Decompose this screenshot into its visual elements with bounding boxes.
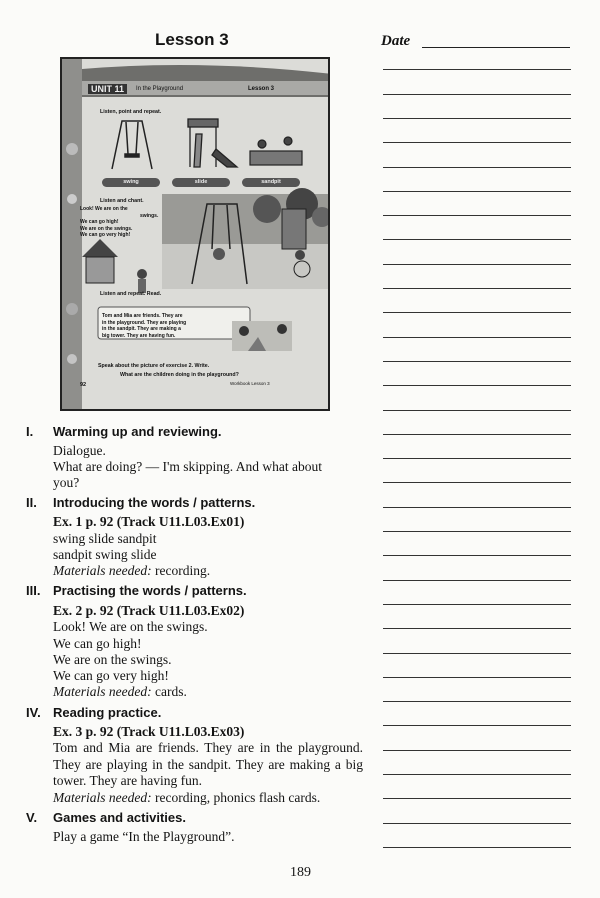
note-line[interactable] [383, 94, 571, 95]
note-line[interactable] [383, 701, 571, 702]
note-line[interactable] [383, 312, 571, 313]
note-line[interactable] [383, 142, 571, 143]
date-label: Date [381, 33, 411, 49]
note-line[interactable] [383, 823, 571, 824]
chant-line: Look! We are on the [80, 206, 128, 212]
workbook-reference: Workbook Lesson 3 [230, 381, 270, 386]
section-title-text: Practising the words / patterns. [53, 583, 247, 598]
section-title-text: Reading practice. [53, 705, 162, 720]
plan-line: We are on the swings. [53, 652, 172, 667]
note-line[interactable] [383, 798, 571, 799]
note-line[interactable] [383, 458, 571, 459]
notes-ruled-lines [383, 45, 571, 845]
note-line[interactable] [383, 361, 571, 362]
section-number: I. [26, 424, 34, 439]
textbook-lesson-label: Lesson 3 [248, 86, 275, 92]
materials-value: recording. [151, 563, 211, 578]
note-line[interactable] [383, 118, 571, 119]
note-line[interactable] [383, 725, 571, 726]
unit-title: In the Playground [136, 86, 184, 92]
note-line[interactable] [383, 507, 571, 508]
track-reference: Ex. 1 p. 92 (Track U11.L03.Ex01) [53, 514, 245, 529]
plan-line: What are doing? — I'm skipping. And what about [53, 459, 323, 474]
materials-value: recording, phonics flash cards. [151, 790, 321, 805]
word-card-slide: slide [172, 178, 230, 187]
section-title-text: Introducing the words / patterns. [53, 495, 256, 510]
materials-line [53, 563, 210, 579]
note-line[interactable] [383, 628, 571, 629]
materials-line [53, 790, 320, 806]
reading-line: big tower. They are having fun. [102, 332, 176, 339]
note-line[interactable] [383, 580, 571, 581]
section-title-text: Games and activities. [53, 810, 186, 825]
textbook-ex3-title: Listen and repeat. Read. [100, 291, 162, 297]
section-title-text: Warming up and reviewing. [53, 424, 222, 439]
plan-line: We can go very high! [53, 668, 169, 683]
section-title [26, 424, 222, 439]
reading-line: in the playground. They are playing [102, 319, 187, 326]
materials-label: Materials needed: [53, 684, 152, 699]
section-title [26, 495, 256, 510]
lesson-title: Lesson 3 [155, 30, 229, 49]
track-reference: Ex. 2 p. 92 (Track U11.L03.Ex02) [53, 603, 245, 618]
note-line[interactable] [383, 69, 571, 70]
reading-line: Tom and Mia are friends. They are [102, 313, 183, 319]
chant-line: swings. [140, 212, 159, 219]
chant-text [80, 206, 158, 239]
section-title [26, 583, 247, 598]
chant-line: We can go high! [80, 219, 119, 225]
textbook-page-image [60, 57, 330, 411]
chant-line: We can go very high! [80, 232, 131, 238]
materials-value: cards. [151, 684, 187, 699]
reading-line: in the sandpit. They are making a [102, 326, 181, 332]
note-line[interactable] [383, 482, 571, 483]
note-line[interactable] [383, 410, 571, 411]
plan-line: sandpit swing slide [53, 547, 157, 562]
materials-line [53, 684, 187, 700]
note-line[interactable] [383, 847, 571, 848]
reading-text [102, 313, 186, 339]
word-card-swing: swing [102, 178, 160, 187]
textbook-ex2-title: Listen and chant. [100, 198, 144, 204]
note-line[interactable] [383, 264, 571, 265]
note-line[interactable] [383, 555, 571, 556]
note-line[interactable] [383, 191, 571, 192]
reading-paragraph: Tom and Mia are friends. They are in the playground. They are playing in the sandpit. They are making a big tower. They are having fun. [53, 740, 363, 788]
textbook-ex1-title: Listen, point and repeat. [100, 109, 162, 115]
section-number: II. [26, 495, 37, 510]
plan-line: Play a game “In the Playground”. [53, 829, 235, 844]
note-line[interactable] [383, 385, 571, 386]
textbook-ex4-title: Speak about the picture of exercise 2. Write. [98, 363, 210, 369]
note-line[interactable] [383, 434, 571, 435]
note-line[interactable] [383, 167, 571, 168]
note-line[interactable] [383, 750, 571, 751]
plan-line: Dialogue. [53, 443, 106, 458]
note-line[interactable] [383, 288, 571, 289]
plan-line: you? [53, 475, 80, 490]
note-line[interactable] [383, 774, 571, 775]
note-line[interactable] [383, 239, 571, 240]
note-line[interactable] [383, 677, 571, 678]
note-line[interactable] [383, 215, 571, 216]
plan-line: Look! We are on the swings. [53, 619, 208, 634]
chant-line: We are on the swings. [80, 225, 133, 232]
word-card-sandpit: sandpit [242, 178, 300, 187]
page-number: 189 [290, 865, 311, 880]
note-line[interactable] [383, 337, 571, 338]
materials-label: Materials needed: [53, 563, 152, 578]
section-title [26, 705, 162, 720]
plan-line: We can go high! [53, 636, 142, 651]
textbook-page-number: 92 [80, 382, 87, 388]
track-reference: Ex. 3 p. 92 (Track U11.L03.Ex03) [53, 724, 245, 739]
section-title [26, 810, 186, 825]
section-number: IV. [26, 705, 41, 720]
note-line[interactable] [383, 653, 571, 654]
note-line[interactable] [383, 531, 571, 532]
note-line[interactable] [383, 604, 571, 605]
section-number: V. [26, 810, 38, 825]
plan-line: swing slide sandpit [53, 531, 157, 546]
materials-label: Materials needed: [53, 790, 152, 805]
textbook-ex4-question: What are the children doing in the playground? [120, 372, 239, 378]
unit-label: UNIT 11 [88, 84, 127, 94]
section-number: III. [26, 583, 41, 598]
